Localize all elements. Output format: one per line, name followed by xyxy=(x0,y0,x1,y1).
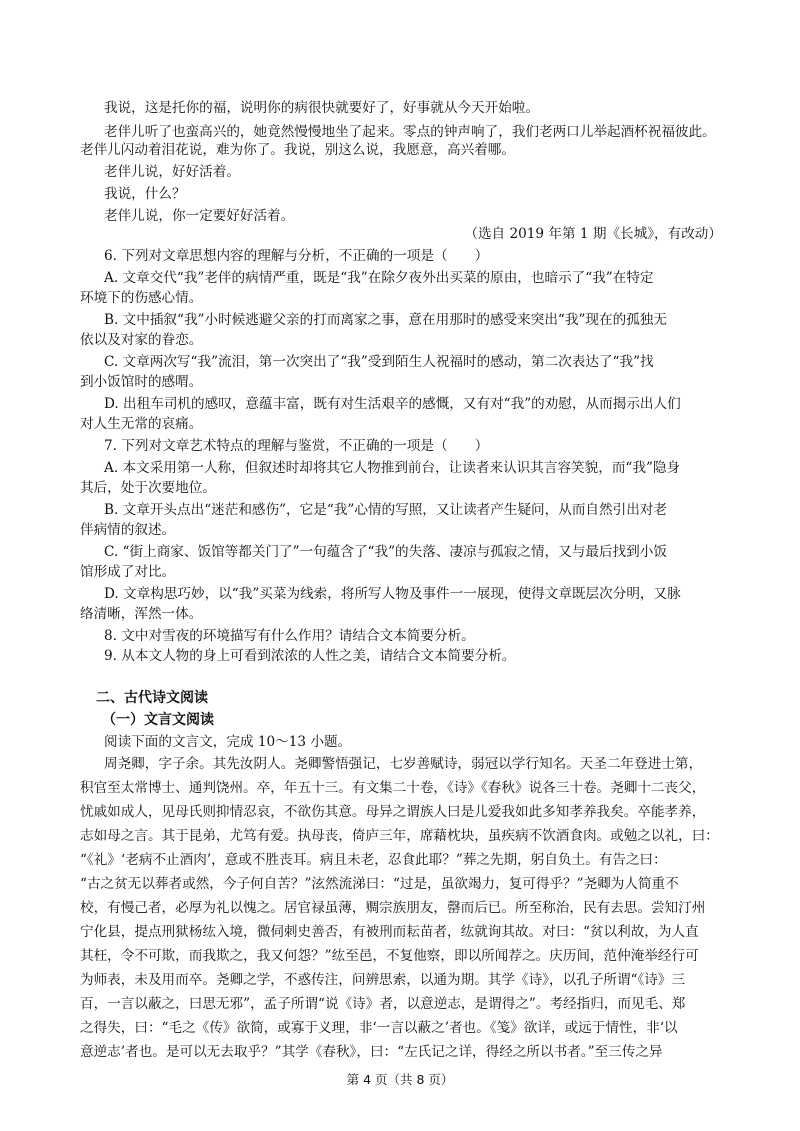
q6-option-b-cont: 依以及对家的眷恋。 xyxy=(80,332,203,348)
q6-option-c-cont: 到小饭馆时的感喟。 xyxy=(80,374,203,390)
classical-text-line-11: 百，一言以蔽之，曰思无邪”，孟子所谓“说《诗》者，以意逆志，是谓得之”。考经指归，而见毛、郑 xyxy=(80,996,686,1012)
q6-option-b: B. 文中插叙“我”小时候逃避父亲的打而离家之事，意在用那时的感受来突出“我”现在的孤独无 xyxy=(104,312,667,328)
story-line-3: 老伴儿闪动着泪花说，难为你了。我说，别这么说，我愿意，高兴着哪。 xyxy=(80,142,515,158)
story-line-4: 老伴儿说，好好活着。 xyxy=(104,164,240,180)
classical-text-line-12: 之得失，曰：“毛之《传》欲简，或寡于义理，非‘一言以蔽之’者也。《笺》欲详，或远于情性，非‘以 xyxy=(80,1020,678,1036)
q6-stem: 6. 下列对文章思想内容的理解与分析，不正确的一项是（ ） xyxy=(104,248,489,264)
q8-question: 8. 文中对雪夜的环境描写有什么作用？请结合文本简要分析。 xyxy=(104,628,475,644)
q7-stem: 7. 下列对文章艺术特点的理解与鉴赏，不正确的一项是（ ） xyxy=(104,438,489,454)
q6-option-a: A. 文章交代“我”老伴的病情严重，既是“我”在除夕夜外出买菜的原由，也暗示了“我”在特定 xyxy=(104,270,654,286)
story-line-2: 老伴儿听了也蛮高兴的，她竟然慢慢地坐了起来。零点的钟声响了，我们老两口儿举起酒杯祝福彼此。 xyxy=(104,124,716,140)
classical-text-line-13: 意逆志’者也。是可以无去取乎？”其学《春秋》，曰：“左氏记之详，得经之所以书者。”至三传之异 xyxy=(80,1044,663,1060)
q7-option-a-cont: 其后，处于次要地位。 xyxy=(80,480,216,496)
story-line-5: 我说，什么？ xyxy=(104,186,186,202)
page-footer: 第 4 页（共 8 页） xyxy=(346,1072,454,1087)
q7-option-d: D. 文章构思巧妙，以“我”买菜为线索，将所写人物及事件一一展现，使得文章既层次分明，又脉 xyxy=(104,586,681,602)
story-source: （选自 2019 年第 1 期《长城》，有改动） xyxy=(464,226,722,242)
classical-text-line-1: 周尧卿，字子余。其先汝阴人。尧卿警悟强记，七岁善赋诗，弱冠以学行知名。天圣二年登进士第， xyxy=(104,756,703,772)
classical-text-line-4: 志如母之言。其于昆弟，尤笃有爱。执母丧，倚庐三年，席藉枕块，虽疾病不饮酒食肉。或勉之以礼，曰： xyxy=(80,828,719,844)
classical-text-line-9: 其枉，令不可欺，而我欺之，我又何怨？”纮至邑，不复他察，即以所闻荐之。庆历间，范仲淹举经行可 xyxy=(80,948,699,964)
q7-option-b: B. 文章开头点出“迷茫和感伤”，它是“我”心情的写照，又让读者产生疑问，从而自然引出对老 xyxy=(104,502,667,518)
classical-text-line-3: 忧戚如成人，见母氏则抑情忍哀，不欲伤其意。母异之谓族人曰是儿爱我如此多知孝养我矣。卒能孝养， xyxy=(80,804,706,820)
q6-option-d-cont: 对人生无常的哀痛。 xyxy=(80,416,203,432)
classical-text-line-7: 校，有慢己者，必厚为礼以愧之。居官禄虽薄，赒宗族朋友，罄而后已。所至称治，民有去思。尝知汀州 xyxy=(80,900,706,916)
section-heading: 二、古代诗文阅读 xyxy=(96,690,208,706)
classical-text-line-5: “《礼》‘老病不止酒肉’，意或不胜丧耳。病且未老，忍食此耶？”葬之先期，躬自负土。有告之曰： xyxy=(80,852,667,868)
classical-text-line-6: “古之贫无以葬者或然，今子何自苦？”泫然流涕曰：“过是，虽欲竭力，复可得乎？”尧卿为人简重不 xyxy=(80,876,679,892)
q7-option-d-cont: 络清晰，浑然一体。 xyxy=(80,606,203,622)
story-line-1: 我说，这是托你的福，说明你的病很快就要好了，好事就从今天开始啦。 xyxy=(104,100,539,116)
q7-option-b-cont: 伴病情的叙述。 xyxy=(80,522,176,538)
q6-option-d: D. 出租车司机的感叹，意蕴丰富，既有对生活艰辛的感慨，又有对“我”的劝慰，从而揭示出人们 xyxy=(104,396,681,412)
story-line-6: 老伴儿说，你一定要好好活着。 xyxy=(104,208,295,224)
q6-option-c: C. 文章两次写“我”流泪，第一次突出了“我”受到陌生人祝福时的感动，第二次表达了“我”找 xyxy=(104,354,654,370)
classical-text-line-2: 积官至太常博士、通判饶州。卒，年五十三。有文集二十卷，《诗》《春秋》说各三十卷。尧卿十二丧父， xyxy=(80,780,706,796)
q9-question: 9. 从本文人物的身上可看到浓浓的人性之美，请结合文本简要分析。 xyxy=(104,648,516,664)
subsection-heading: （一）文言文阅读 xyxy=(102,712,214,728)
classical-text-line-8: 宁化县，提点刑狱杨纮入境，微伺刺史善否，有被刑而耘苗者，纮就询其故。对曰：“贫以利故，为人直 xyxy=(80,924,699,940)
q6-option-a-cont: 环境下的伤感心情。 xyxy=(80,290,203,306)
q7-option-c-cont: 馆形成了对比。 xyxy=(80,564,176,580)
classical-text-line-10: 为师表，未及用而卒。尧卿之学，不惑传注，问辨思索，以通为期。其学《诗》，以孔子所谓“《诗》三 xyxy=(80,972,686,988)
q7-option-c: C. “街上商家、饭馆等都关门了”一句蕴含了“我”的失落、凄凉与孤寂之情，又与最后找到小饭 xyxy=(104,544,667,560)
q7-option-a: A. 本文采用第一人称，但叙述时却将其它人物推到前台，让读者来认识其言容笑貌，而“我”隐身 xyxy=(104,460,681,476)
reading-instruction: 阅读下面的文言文，完成 10～13 小题。 xyxy=(104,734,352,750)
